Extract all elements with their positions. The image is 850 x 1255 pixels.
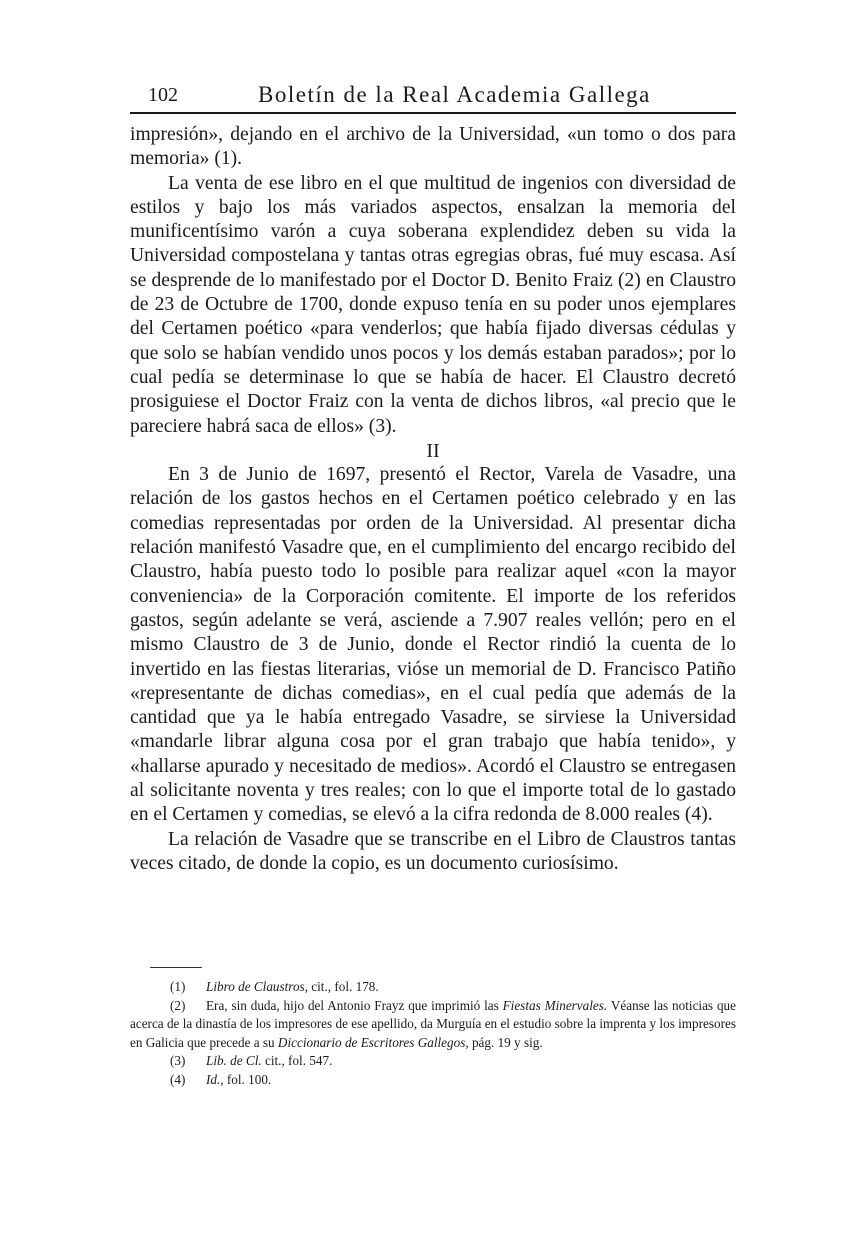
footnote-2 [130, 997, 736, 1053]
section-numeral: II [426, 439, 440, 462]
paragraph-3: En 3 de Junio de 1697, presentó el Rector, Varela de Vasadre, una relación de los gastos hechos en el Certamen poético celebrado y en las comedias representadas por orden de la Universidad. Al presentar dicha relación manifestó Vasadre que, en el cumplimiento del encargo recibido del Claustro, había puesto todo lo posible para realizar aquel «con la mayor conveniencia» de la Corporación comitente. El importe de los referidos gastos, según adelante se verá, asciende a 7.907 reales vellón; pero en el mismo Claustro de 3 de Junio, donde el Rector rindió la cuenta de lo invertido en las fiestas literarias, vióse un memorial de D. Francisco Patiño «representante de dichas comedias», en el cual pedía que además de la cantidad que ya le había entregado Vasadre, se sirviese la Universidad «mandarle librar alguna cosa por el gran trabajo que había tenido», y «hallarse apurado y necesitado de medios». Acordó el Claustro se entregasen al solicitante noventa y tres reales; con lo que el importe total de lo gastado en el Certamen y comedias, se elevó a la cifra redonda de 8.000 reales (4). [130, 464, 736, 826]
footnote-text: Véanse las noticias que acerca de la dinastía de los impresores de ese apellido, da Murguía en el estudio sobre la imprenta y los impresores en Galicia que precede a su [130, 997, 736, 1050]
footnote-text: cit., fol. 178. [307, 979, 379, 994]
footnote-italic: Diccionario de Escritores Gallegos, [277, 1034, 469, 1050]
footnote-text: fol. 100. [223, 1071, 272, 1087]
footnote-4 [130, 1071, 736, 1090]
page-number: 102 [148, 84, 178, 106]
footnote-italic: Fiestas Minervales. [502, 997, 608, 1013]
footnote-text: pág. 19 y sig. [468, 1034, 543, 1050]
footnote-separator [150, 967, 202, 968]
running-header [130, 80, 736, 114]
paragraph-2: La venta de ese libro en el que multitud de ingenios con diversidad de estilos y bajo los más variados aspectos, ensalzan la memoria del munificentísimo varón a cuya soberana explendidez deben su vida la Universidad compostelana y tantas otras egregias obras, fué muy escasa. Así se desprende de lo manifestado por el Doctor D. Benito Fraiz (2) en Claustro de 23 de Octubre de 1700, donde expuso tenía en su poder unos ejemplares del Certamen poético «para venderlos; que había fijado diversas cédulas y que solo se habían vendido unos pocos y los demás estaban parados»; por lo cual pedía se determinase lo que se había de hacer. El Claustro decretó prosiguiese el Doctor Fraiz con la venta de dichos libros, «al precio que le pareciere habrá saca de ellos» (3). [130, 172, 736, 437]
footnote-mark: (1) [170, 979, 186, 994]
footnote-mark: (4) [170, 1071, 186, 1087]
paragraph-4: La relación de Vasadre que se transcribe en el Libro de Claustros tantas veces citado, de donde la copio, es un documento curiosísimo. [130, 828, 736, 874]
paragraph-1: impresión», dejando en el archivo de la Universidad, «un tomo o dos para memoria» (1). [130, 124, 736, 170]
footnote-text: cit., fol. 547. [261, 1053, 333, 1068]
main-text [130, 123, 736, 876]
footnote-1 [130, 978, 736, 997]
footnote-mark: (3) [170, 1053, 186, 1068]
footnote-italic: Lib. de Cl. [206, 1053, 262, 1068]
footnote-italic: Libro de Claustros, [206, 979, 308, 994]
footnote-italic: Id., [206, 1071, 224, 1087]
footnote-3 [130, 1052, 736, 1071]
footnote-text: Era, sin duda, hijo del Antonio Frayz que imprimió las [206, 997, 503, 1013]
footnote-mark: (2) [170, 997, 186, 1013]
journal-title: Boletín de la Real Academia Gallega [258, 82, 651, 107]
footnotes [130, 978, 736, 1089]
